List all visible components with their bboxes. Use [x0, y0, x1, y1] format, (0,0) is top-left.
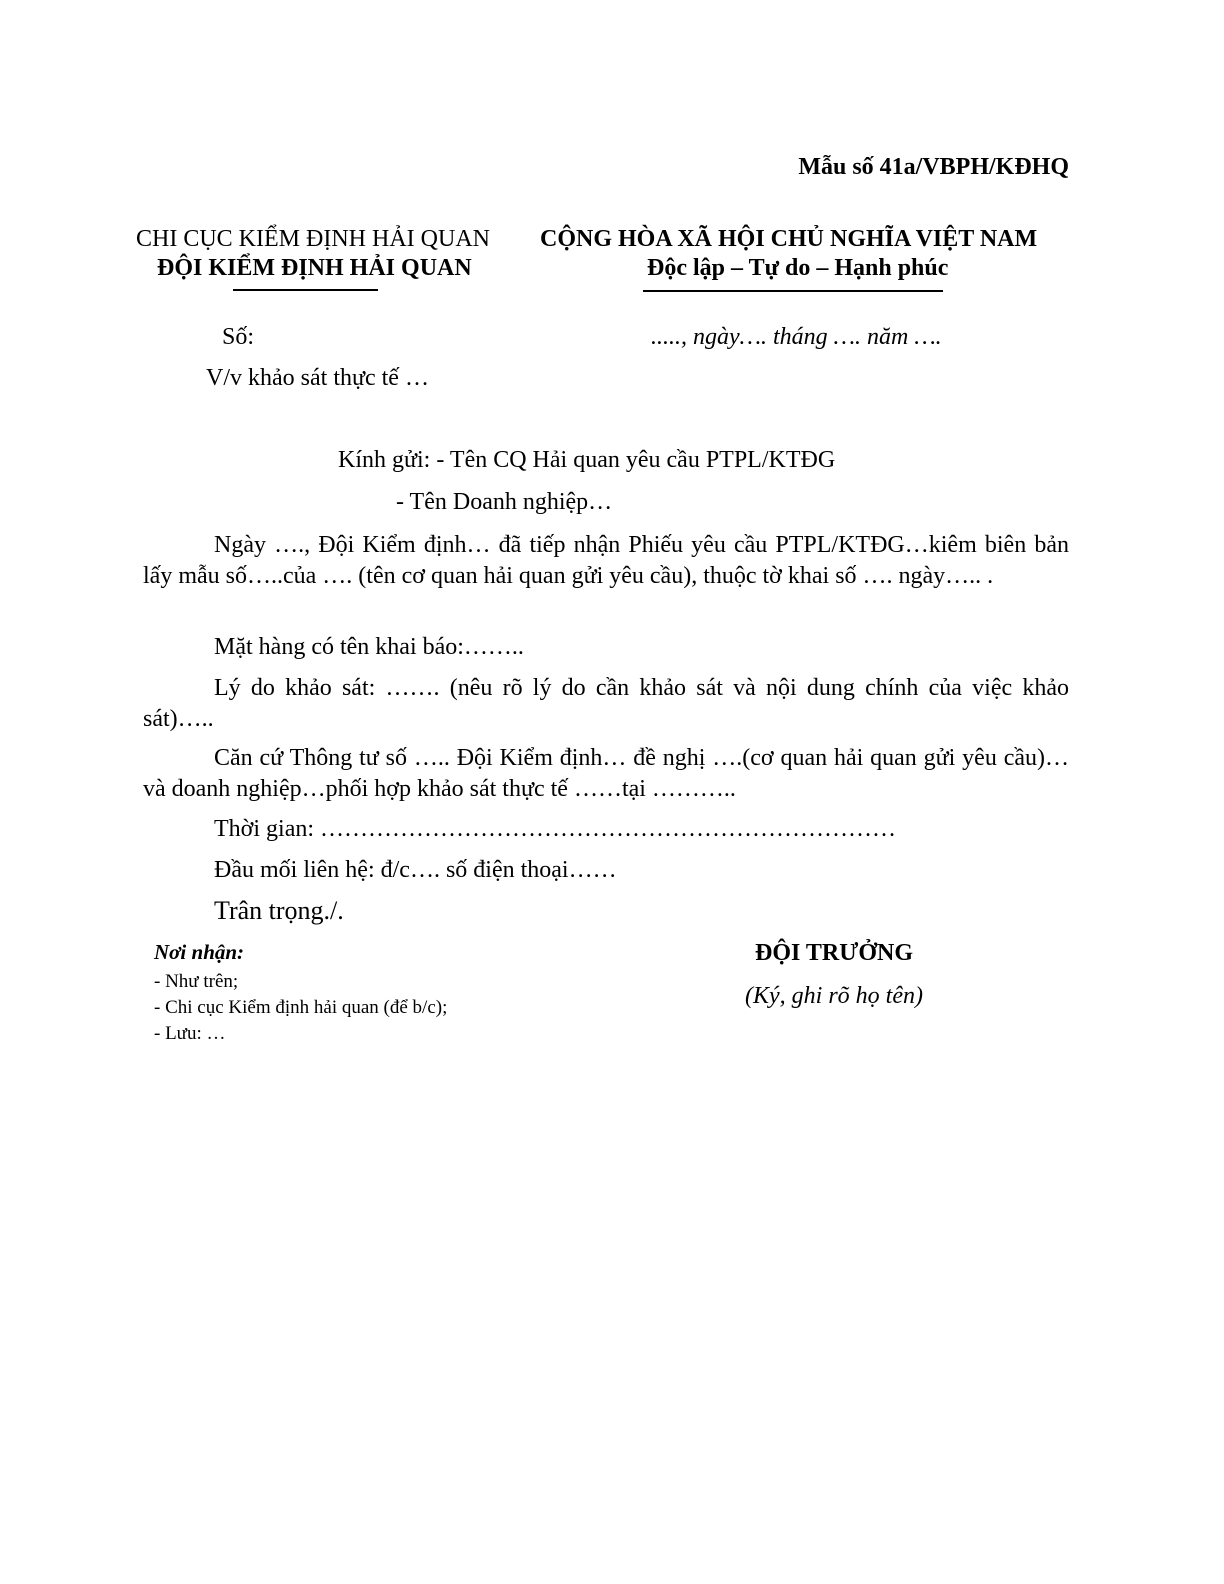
national-title: CỘNG HÒA XÃ HỘI CHỦ NGHĨA VIỆT NAM — [540, 226, 1038, 252]
document-number-label: Số: — [222, 324, 255, 350]
closing-text: Trân trọng./. — [214, 896, 344, 925]
agency-unit-name: ĐỘI KIỂM ĐỊNH HẢI QUAN — [157, 255, 472, 281]
date-line: ....., ngày…. tháng …. năm …. — [651, 324, 942, 350]
receiver-item: - Như trên; — [154, 971, 239, 992]
signature-note: (Ký, ghi rõ họ tên) — [745, 983, 923, 1009]
body-paragraph-request: Căn cứ Thông tư số ….. Đội Kiểm định… đề nghị ….(cơ quan hải quan gửi yêu cầu)… và doanh nghiệp…phối hợp khảo sát thực tế ……tại ……….. — [143, 745, 1069, 802]
national-motto: Độc lập – Tự do – Hạnh phúc — [647, 255, 949, 281]
body-paragraph-time: Thời gian: ……………………………………………………………… — [214, 816, 897, 842]
body-paragraph-contact: Đầu mối liên hệ: đ/c…. số điện thoại…… — [214, 857, 617, 883]
receivers-list — [154, 969, 447, 1047]
agency-parent-name: CHI CỤC KIỂM ĐỊNH HẢI QUAN — [136, 226, 490, 252]
body-paragraph-goods: Mặt hàng có tên khai báo:…….. — [214, 634, 524, 660]
document-subject: V/v khảo sát thực tế … — [206, 365, 429, 391]
recipient-line-2: - Tên Doanh nghiệp… — [396, 489, 613, 515]
receiver-item: - Chi cục Kiểm định hải quan (để b/c); — [154, 997, 448, 1018]
receiver-item: - Lưu: … — [154, 1023, 226, 1044]
agency-underline — [233, 289, 378, 291]
body-paragraph-receipt: Ngày …., Đội Kiểm định… đã tiếp nhận Phiếu yêu cầu PTPL/KTĐG…kiêm biên bản lấy mẫu số…..của …. (tên cơ quan hải quan gửi yêu cầu), thuộc tờ khai số …. ngày….. . — [143, 532, 1069, 589]
recipient-line-1: Kính gửi: - Tên CQ Hải quan yêu cầu PTPL/KTĐG — [338, 447, 836, 473]
receivers-heading: Nơi nhận: — [154, 940, 245, 964]
motto-underline — [643, 290, 943, 292]
signer-title: ĐỘI TRƯỞNG — [755, 940, 914, 966]
form-number: Mẫu số 41a/VBPH/KĐHQ — [798, 154, 1069, 180]
body-paragraph-reason: Lý do khảo sát: ……. (nêu rõ lý do cần khảo sát và nội dung chính của việc khảo sát)….. — [143, 675, 1069, 732]
